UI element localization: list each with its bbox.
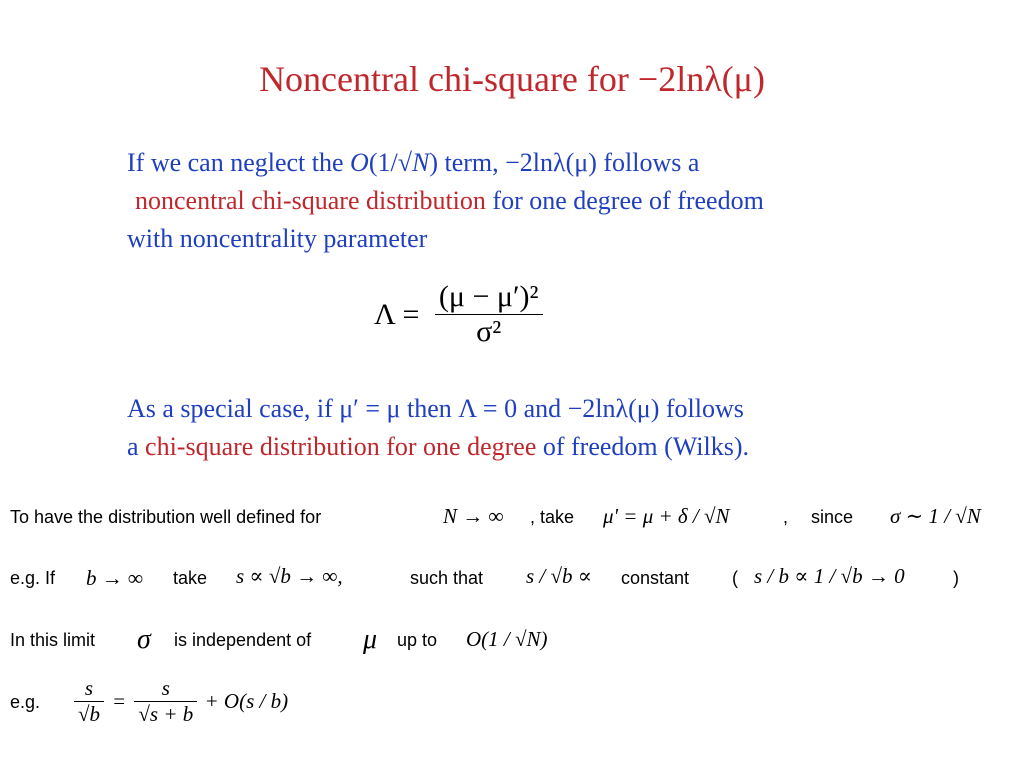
eg-text: e.g. — [10, 692, 41, 712]
s-proportional-math: s ∝ √b → ∞, — [236, 564, 343, 588]
formula-lhs: Λ = — [374, 297, 420, 331]
such-that-text: such that — [410, 568, 484, 588]
special-case-paragraph — [127, 390, 749, 466]
sigma-scaling-math: σ ∼ 1 / √N — [890, 504, 981, 528]
approx-formula — [74, 676, 288, 727]
intro-text-a: If we can neglect the — [127, 148, 351, 177]
mu-prime-math: μ' = μ + δ / √N — [603, 504, 730, 528]
s-over-sqrt-b-math: s / √b ∝ — [526, 564, 592, 588]
order-n-math: O(1 / √N) — [466, 627, 548, 651]
fraction2-denominator: √s + b — [138, 702, 194, 726]
chi-square-highlight: chi-square distribution for one degree — [145, 432, 537, 461]
independent-of-text: is independent of — [174, 630, 312, 650]
special-case-text-b: of freedom (Wilks). — [536, 432, 750, 461]
formula-denominator: σ² — [476, 315, 502, 348]
intro-text-c: ) term, −2lnλ(μ) follows a — [429, 148, 700, 177]
intro-line-1 — [127, 144, 764, 182]
in-this-limit-text: In this limit — [10, 630, 96, 650]
intro-line-2 — [127, 182, 764, 220]
up-to-text: up to — [397, 630, 438, 650]
order-correction: + O(s / b) — [204, 689, 289, 713]
take-text-2: take — [173, 568, 208, 588]
fraction1-numerator: s — [74, 676, 104, 702]
formula-fraction — [435, 280, 543, 349]
intro-text-b: (1/√ — [368, 148, 412, 177]
fraction-s-over-sqrt-b — [74, 676, 104, 727]
n-to-infinity-math: N → ∞ — [443, 504, 504, 528]
mu-symbol: μ — [363, 624, 378, 655]
fraction2-numerator: s — [134, 676, 197, 702]
intro-O: O — [350, 148, 369, 177]
since-text: since — [811, 507, 854, 527]
take-text: , take — [530, 507, 575, 527]
intro-line-3: with noncentrality parameter — [127, 224, 428, 253]
eg-if-text: e.g. If — [10, 568, 56, 588]
special-case-line-1: As a special case, if μ′ = μ then Λ = 0 and −2lnλ(μ) follows — [127, 394, 744, 423]
noncentral-chi-square-highlight: noncentral chi-square distribution — [135, 186, 486, 215]
intro-paragraph — [127, 144, 764, 258]
formula-numerator: (μ − μ′)² — [435, 280, 543, 315]
equals-sign: = — [113, 689, 126, 713]
s-over-b-math: s / b ∝ 1 / √b → 0 — [754, 564, 905, 588]
close-paren: ) — [953, 568, 959, 588]
special-case-text-a: a — [127, 432, 146, 461]
definition-text: To have the distribution well defined for — [10, 507, 322, 527]
intro-text-d: for one degree of freedom — [485, 186, 764, 215]
slide-title: Noncentral chi-square for −2lnλ(μ) — [259, 59, 765, 99]
fraction-s-over-sqrt-s-plus-b — [134, 676, 197, 727]
comma-text: , — [783, 507, 789, 527]
b-to-infinity-math: b → ∞ — [86, 566, 143, 590]
intro-N: N — [411, 148, 430, 177]
fraction1-denominator: √b — [78, 702, 101, 726]
constant-text: constant — [621, 568, 690, 588]
open-paren: ( — [732, 568, 738, 588]
noncentrality-formula — [374, 280, 543, 349]
special-case-line-2 — [127, 428, 749, 466]
sigma-symbol: σ — [137, 624, 151, 655]
